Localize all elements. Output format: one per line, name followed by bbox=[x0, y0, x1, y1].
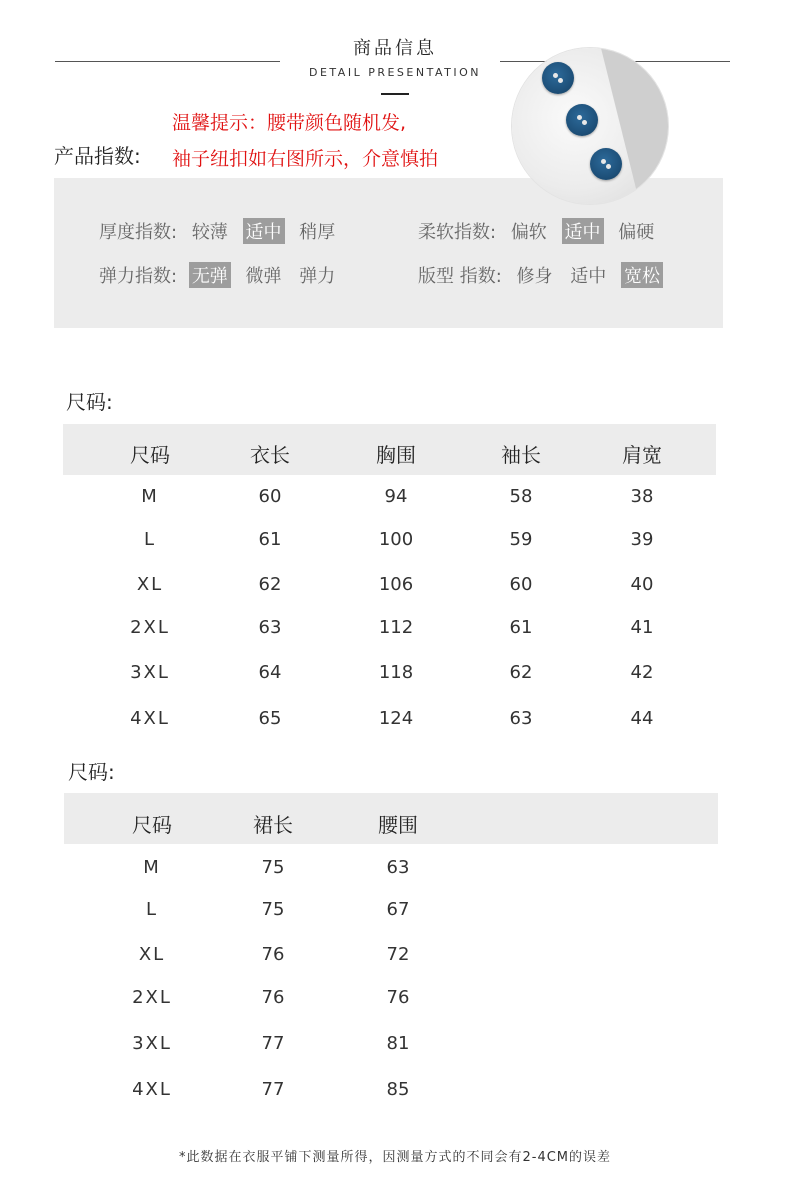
value-cell: 63 bbox=[509, 708, 533, 729]
value-cell: 112 bbox=[378, 617, 414, 638]
size-cell: 4XL bbox=[130, 708, 170, 729]
index-name: 弹力指数: bbox=[99, 266, 178, 287]
value-cell: 59 bbox=[509, 529, 533, 550]
value-cell: 118 bbox=[378, 662, 414, 683]
index-option: 修身 bbox=[516, 266, 553, 287]
button-icon bbox=[566, 104, 598, 136]
index-name: 版型 指数: bbox=[418, 266, 502, 287]
value-cell: 77 bbox=[261, 1079, 285, 1100]
measurement-footnote: *此数据在衣服平铺下测量所得，因测量方式的不同会有2-4CM的误差 bbox=[178, 1150, 612, 1165]
title-divider bbox=[381, 93, 409, 95]
value-cell: 76 bbox=[261, 944, 285, 965]
column-header: 裙长 bbox=[253, 813, 293, 837]
value-cell: 100 bbox=[378, 529, 414, 550]
size-cell: 3XL bbox=[130, 662, 170, 683]
page-subtitle: DETAIL PRESENTATION bbox=[309, 66, 481, 79]
value-cell: 85 bbox=[386, 1079, 410, 1100]
column-header: 袖长 bbox=[501, 443, 541, 467]
column-header: 腰围 bbox=[378, 813, 418, 837]
column-header: 肩宽 bbox=[622, 443, 662, 467]
title-left-rule bbox=[55, 61, 280, 62]
value-cell: 40 bbox=[630, 574, 654, 595]
index-option-selected: 宽松 bbox=[621, 262, 663, 288]
index-option: 弹力 bbox=[299, 266, 336, 287]
value-cell: 76 bbox=[386, 987, 410, 1008]
value-cell: 94 bbox=[384, 486, 408, 507]
index-option-selected: 适中 bbox=[562, 218, 604, 244]
size-cell: L bbox=[145, 899, 159, 920]
index-option: 稍厚 bbox=[299, 222, 336, 243]
size-cell: 2XL bbox=[132, 987, 172, 1008]
skirt-size-label: 尺码: bbox=[68, 760, 115, 784]
size-cell: M bbox=[141, 486, 159, 507]
value-cell: 61 bbox=[258, 529, 282, 550]
value-cell: 62 bbox=[258, 574, 282, 595]
value-cell: 63 bbox=[386, 857, 410, 878]
index-row-softness bbox=[418, 218, 663, 244]
value-cell: 81 bbox=[386, 1033, 410, 1054]
value-cell: 63 bbox=[258, 617, 282, 638]
top-size-label: 尺码: bbox=[66, 390, 113, 414]
value-cell: 38 bbox=[630, 486, 654, 507]
product-index-panel bbox=[54, 178, 723, 328]
index-row-elasticity bbox=[99, 262, 344, 288]
column-header: 衣长 bbox=[250, 443, 290, 467]
index-option-selected: 无弹 bbox=[189, 262, 231, 288]
value-cell: 67 bbox=[386, 899, 410, 920]
tip-line-2: 袖子纽扣如右图所示，介意慎拍 bbox=[172, 148, 439, 170]
size-cell: XL bbox=[136, 574, 164, 595]
value-cell: 75 bbox=[261, 899, 285, 920]
page-title: 商品信息 bbox=[353, 38, 437, 59]
size-cell: XL bbox=[138, 944, 166, 965]
value-cell: 106 bbox=[378, 574, 414, 595]
value-cell: 58 bbox=[509, 486, 533, 507]
value-cell: 64 bbox=[258, 662, 282, 683]
column-header: 胸围 bbox=[376, 443, 416, 467]
index-row-fit bbox=[418, 262, 669, 288]
value-cell: 44 bbox=[630, 708, 654, 729]
value-cell: 76 bbox=[261, 987, 285, 1008]
tip-line-1: 温馨提示：腰带颜色随机发, bbox=[172, 112, 407, 134]
size-cell: M bbox=[143, 857, 161, 878]
value-cell: 42 bbox=[630, 662, 654, 683]
value-cell: 72 bbox=[386, 944, 410, 965]
index-option: 微弹 bbox=[245, 266, 282, 287]
size-cell: 2XL bbox=[130, 617, 170, 638]
index-option: 偏硬 bbox=[618, 222, 655, 243]
button-icon bbox=[542, 62, 574, 94]
value-cell: 60 bbox=[258, 486, 282, 507]
index-option: 较薄 bbox=[191, 222, 228, 243]
value-cell: 60 bbox=[509, 574, 533, 595]
index-name: 厚度指数: bbox=[99, 222, 178, 243]
column-header: 尺码 bbox=[132, 813, 172, 837]
value-cell: 75 bbox=[261, 857, 285, 878]
size-cell: 4XL bbox=[132, 1079, 172, 1100]
value-cell: 62 bbox=[509, 662, 533, 683]
index-name: 柔软指数: bbox=[418, 222, 497, 243]
index-row-thickness bbox=[99, 218, 344, 244]
product-index-label: 产品指数: bbox=[54, 144, 141, 168]
button-icon bbox=[590, 148, 622, 180]
index-option-selected: 适中 bbox=[243, 218, 285, 244]
value-cell: 124 bbox=[378, 708, 414, 729]
value-cell: 77 bbox=[261, 1033, 285, 1054]
column-header: 尺码 bbox=[130, 443, 170, 467]
value-cell: 61 bbox=[509, 617, 533, 638]
sleeve-button-photo bbox=[512, 48, 668, 204]
index-option: 适中 bbox=[570, 266, 607, 287]
photo-fabric-edge bbox=[601, 48, 668, 204]
value-cell: 39 bbox=[630, 529, 654, 550]
size-cell: 3XL bbox=[132, 1033, 172, 1054]
value-cell: 41 bbox=[630, 617, 654, 638]
size-cell: L bbox=[143, 529, 157, 550]
value-cell: 65 bbox=[258, 708, 282, 729]
index-option: 偏软 bbox=[510, 222, 547, 243]
